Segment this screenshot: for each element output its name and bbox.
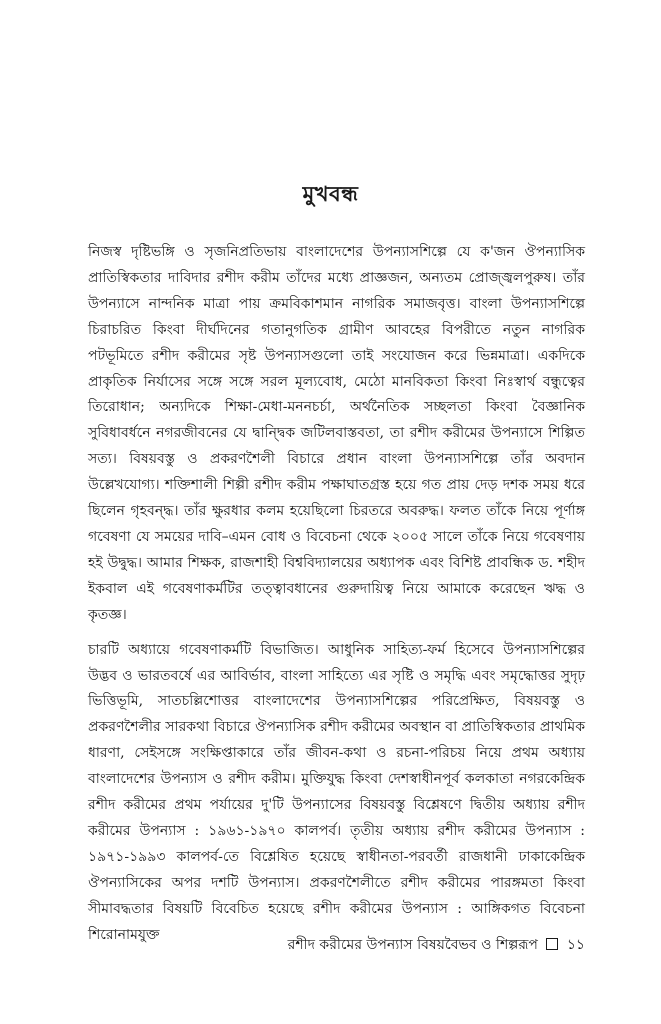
chapter-title: মুখবন্ধ: [302, 181, 359, 206]
page-number: ১১: [566, 937, 585, 953]
page-footer: [88, 933, 585, 957]
running-title: রশীদ করীমের উপন্যাস বিষয়বৈভব ও শিল্পরূপ: [287, 937, 538, 953]
paragraph-1: নিজস্ব দৃষ্টিভঙ্গি ও সৃজনিপ্রতিভায় বাংলাদেশের উপন্যাসশিল্পে যে ক'জন ঔপন্যাসিক প্রাতিস্বিকতার দাবিদার রশীদ করীম তাঁদের মধ্যে প্রাজ্ঞজন, অন্যতম প্রোজ্জ্বলপুরুষ। তাঁর উপন্যাসে নান্দনিক মাত্রা পায় ক্রমবিকাশমান নাগরিক সমাজবৃত্ত। বাংলা উপন্যাসশিল্পে চিরাচরিত কিংবা দীর্ঘদিনের গতানুগতিক গ্রামীণ আবহের বিপরীতে নতুন নাগরিক পটভূমিতে রশীদ করীমের সৃষ্ট উপন্যাসগুলো তাই সংযোজন করে ভিন্নমাত্রা। একদিকে প্রাকৃতিক নির্যাসের সঙ্গে সঙ্গে সরল মূল্যবোধ, মেঠো মানবিকতা কিংবা নিঃস্বার্থ বন্ধুত্বের তিরোধান; অন্যদিকে শিক্ষা-মেধা-মননচর্চা, অর্থনৈতিক সচ্ছলতা কিংবা বৈজ্ঞানিক সুবিধাবর্ধনে নগরজীবনের যে দ্বান্দ্বিক জটিলবাস্তবতা, তা রশীদ করীমের উপন্যাসে শিল্পিত সত্য। বিষয়বস্তু ও প্রকরণশৈলী বিচারে প্রধান বাংলা উপন্যাসশিল্পে তাঁর অবদান উল্লেখযোগ্য। শক্তিশালী শিল্পী রশীদ করীম পক্ষাঘাতগ্রস্ত হয়ে গত প্রায় দেড় দশক সময় ধরে ছিলেন গৃহবন্দ্ধ। তাঁর ক্ষুরধার কলম হয়েছিলো চিরতরে অবরুদ্ধ। ফলত তাঁকে নিয়ে পূর্ণাঙ্গ গবেষণা যে সময়ের দাবি–এমন বোধ ও বিবেচনা থেকে ২০০৫ সালে তাঁকে নিয়ে গবেষণায় হই উদ্বুদ্ধ। আমার শিক্ষক, রাজশাহী বিশ্ববিদ্যালয়ের অধ্যাপক এবং বিশিষ্ট প্রাবন্ধিক ড. শহীদ ইকবাল এই গবেষণাকর্মটির তত্ত্বাবধানের গুরুদায়িত্ব নিয়ে আমাকে করেছেন ঋদ্ধ ও কৃতজ্ঞ।: [88, 244, 585, 623]
paragraph-2: চারটি অধ্যায়ে গবেষণাকর্মটি বিভাজিত। আধুনিক সাহিত্য-ফর্ম হিসেবে উপন্যাসশিল্পের উদ্ভব ও ভারতবর্ষে এর আবির্ভাব, বাংলা সাহিত্যে এর সৃষ্টি ও সমৃদ্ধি এবং সমৃদ্ধোত্তর সুদৃঢ় ভিত্তিভূমি, সাতচল্লিশোত্তর বাংলাদেশের উপন্যাসশিল্পের পরিপ্রেক্ষিত, বিষয়বস্তু ও প্রকরণশৈলীর সারকথা বিচারে ঔপন্যাসিক রশীদ করীমের অবস্থান বা প্রাতিস্বিকতার প্রাথমিক ধারণা, সেইসঙ্গে সংক্ষিপ্তাকারে তাঁর জীবন-কথা ও রচনা-পরিচয় নিয়ে প্রথম অধ্যায় বাংলাদেশের উপন্যাস ও রশীদ করীম। মুক্তিযুদ্ধ কিংবা দেশস্বাধীনপূর্ব কলকাতা নগরকেন্দ্রিক রশীদ করীমের প্রথম পর্যায়ের দু'টি উপন্যাসের বিষয়বস্তু বিশ্লেষণে দ্বিতীয় অধ্যায় রশীদ করীমের উপন্যাস : ১৯৬১-১৯৭০ কালপর্ব। তৃতীয় অধ্যায় রশীদ করীমের উপন্যাস : ১৯৭১-১৯৯৩ কালপর্ব-তে বিশ্লেষিত হয়েছে স্বাধীনতা-পরবর্তী রাজধানী ঢাকাকেন্দ্রিক ঔপন্যাসিকের অপর দশটি উপন্যাস। প্রকরণশৈলীতে রশীদ করীমের পারঙ্গমতা কিংবা সীমাবদ্ধতার বিষয়টি বিবেচিত হয়েছে রশীদ করীমের উপন্যাস : আঙ্গিকগত বিবেচনা শিরোনামযুক্ত: [88, 641, 585, 943]
square-separator-icon: [546, 938, 558, 950]
body-text: [88, 240, 585, 948]
